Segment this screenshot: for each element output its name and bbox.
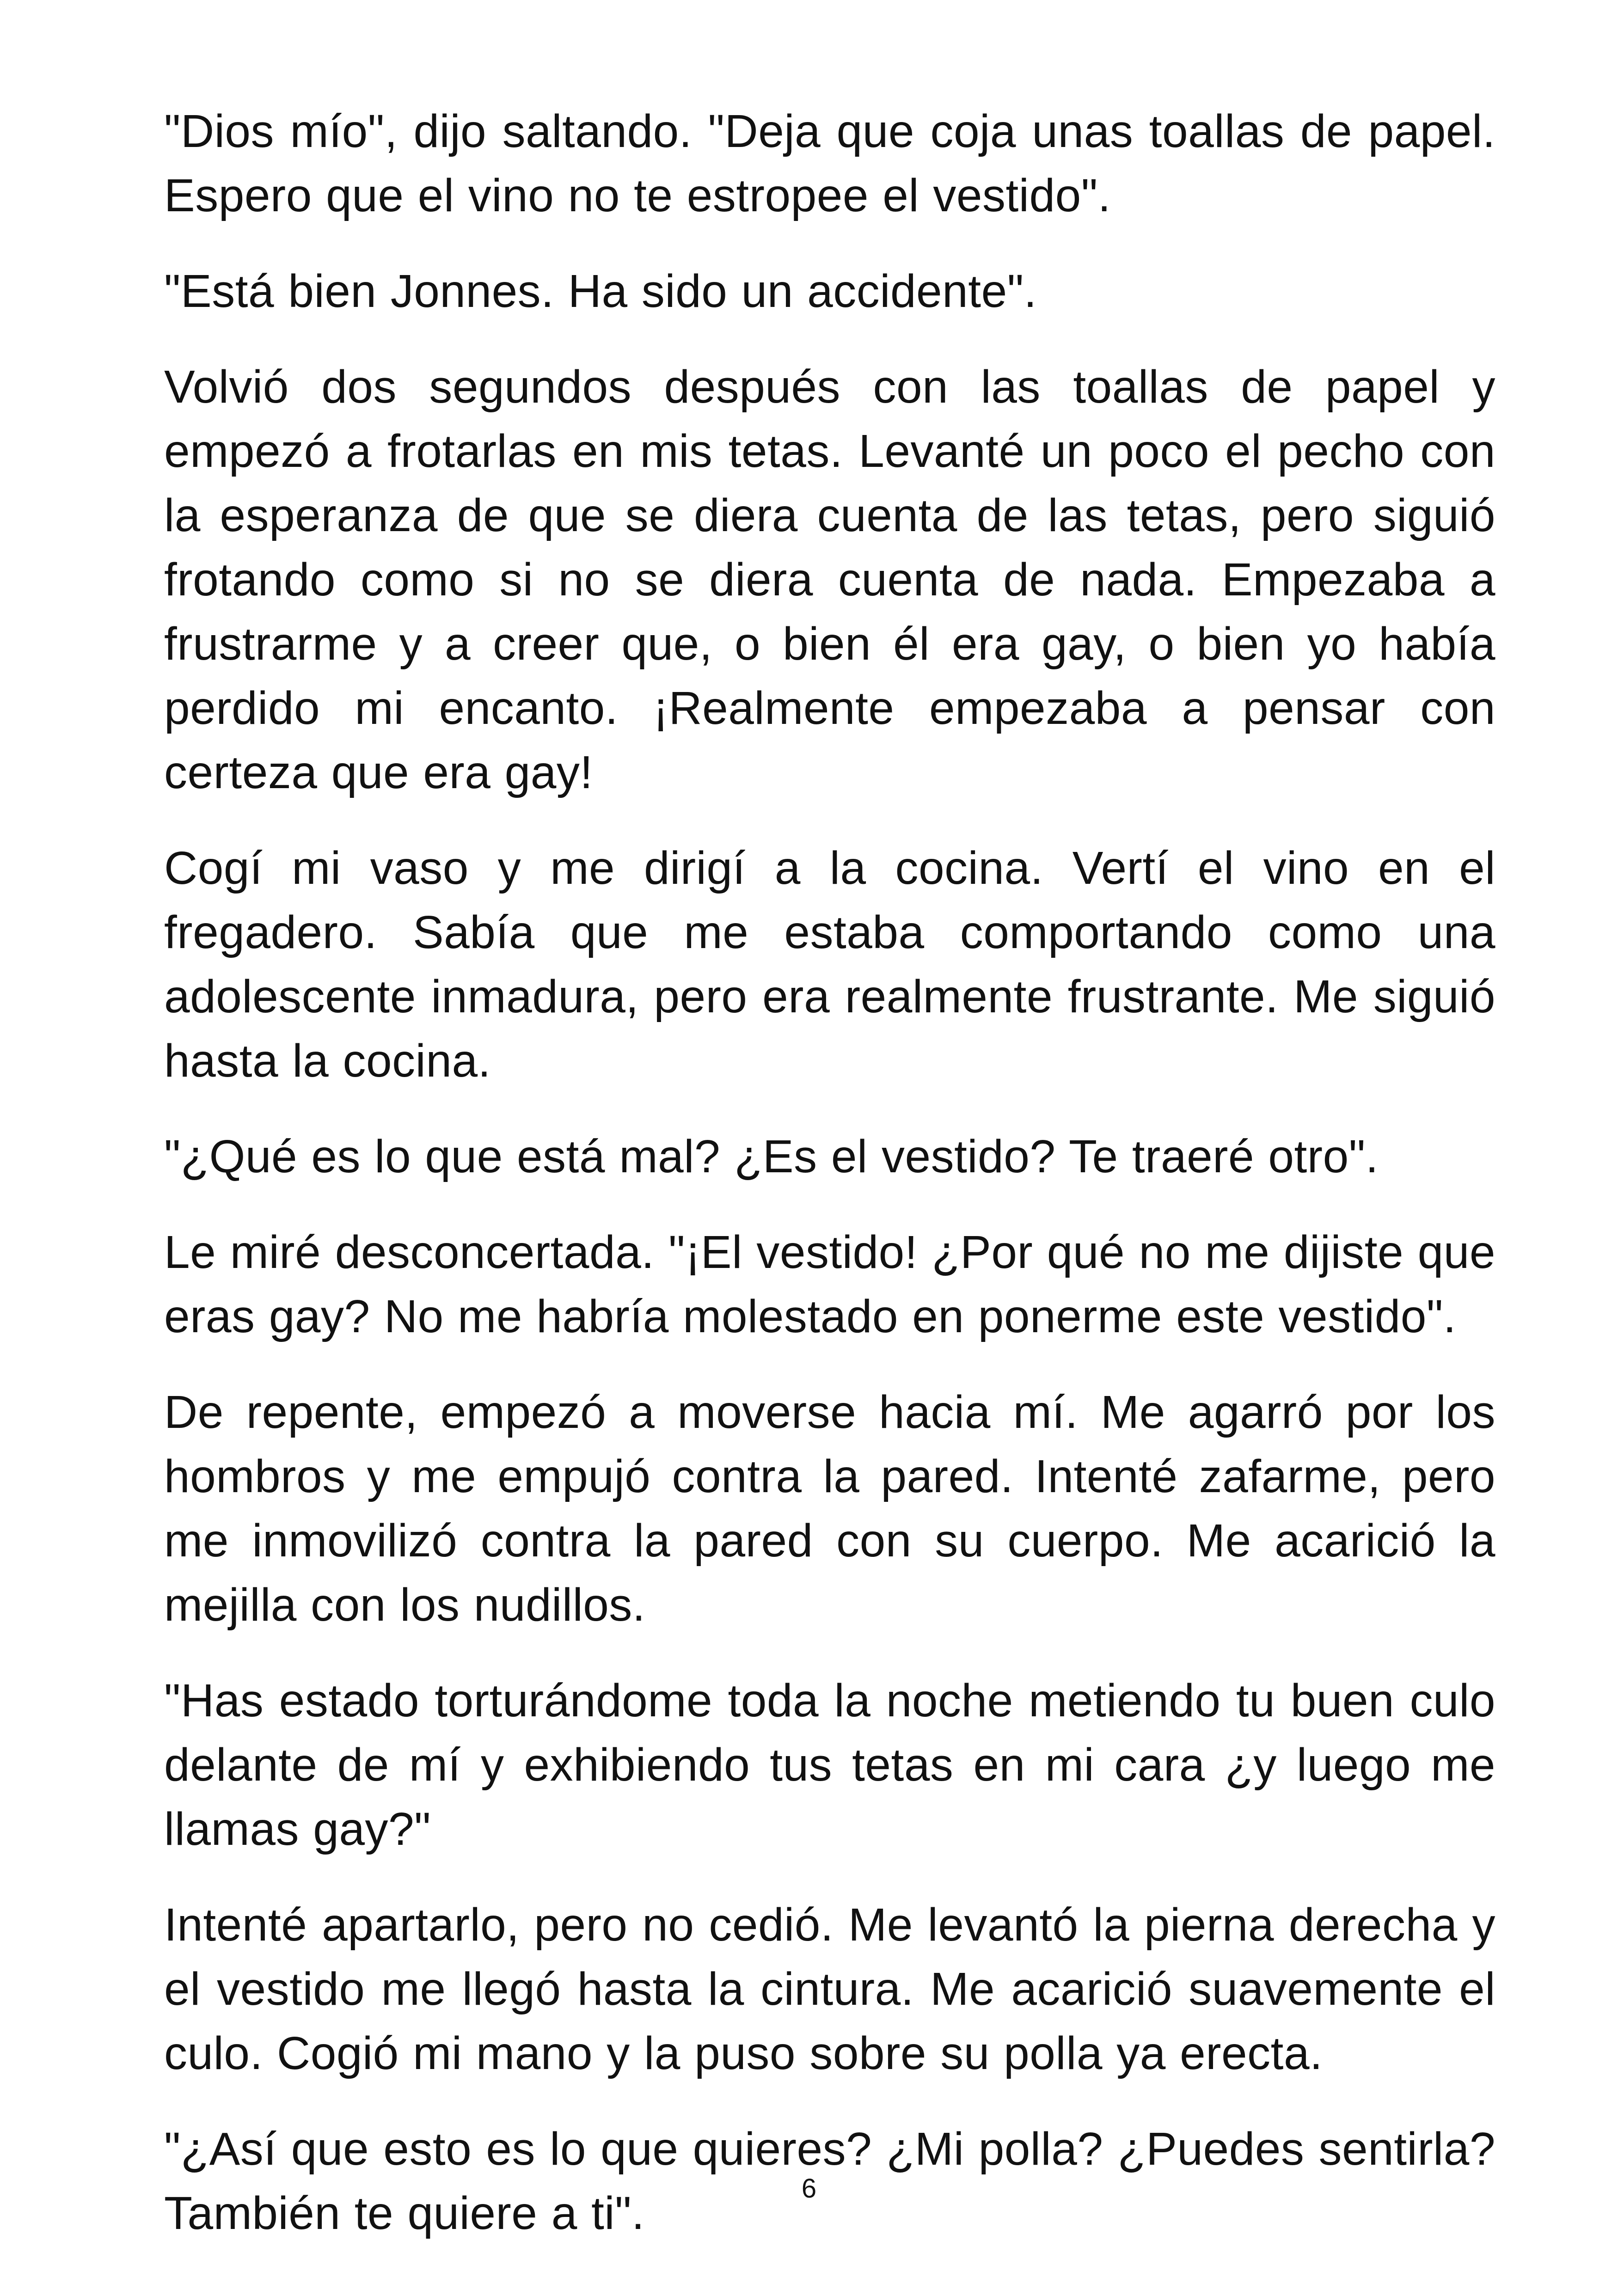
paragraph: De repente, empezó a moverse hacia mí. Me agarró por los hombros y me empujó contra la pared. Intenté zafarme, pero me inmovilizó contra la pared con su cuerpo. Me acarició la mejilla con los nudillos. (164, 1386, 1495, 1631)
paragraph: Volvió dos segundos después con las toallas de papel y empezó a frotarlas en mis tetas. Levanté un poco el pecho con la esperanza de que se diera cuenta de las tetas, pero siguió frotando como si no se diera cuenta de nada. Empezaba a frustrarme y a creer que, o bien él era gay, o bien yo había perdido mi encanto. ¡Realmente empezaba a pensar con certeza que era gay! (164, 361, 1495, 798)
paragraph: "Dios mío", dijo saltando. "Deja que coja unas toallas de papel. Espero que el vino no te estropee el vestido". (164, 105, 1495, 221)
paragraph: "Has estado torturándome toda la noche metiendo tu buen culo delante de mí y exhibiendo tus tetas en mi cara ¿y luego me llamas gay?" (164, 1675, 1495, 1855)
paragraph: "Está bien Jonnes. Ha sido un accidente". (164, 265, 1037, 317)
page-number: 6 (801, 2174, 817, 2204)
paragraph: Le miré desconcertada. "¡El vestido! ¿Por qué no me dijiste que eras gay? No me habría molestado en ponerme este vestido". (164, 1226, 1495, 1342)
paragraph: "¿Así que esto es lo que quieres? ¿Mi polla? ¿Puedes sentirla? También te quiere a ti". (164, 2123, 1495, 2239)
paragraph: Intenté apartarlo, pero no cedió. Me levantó la pierna derecha y el vestido me llegó hasta la cintura. Me acarició suavemente el culo. Cogió mi mano y la puso sobre su polla ya erecta. (164, 1899, 1495, 2079)
paragraph: "¿Qué es lo que está mal? ¿Es el vestido? Te traeré otro". (164, 1131, 1379, 1182)
paragraph: Cogí mi vaso y me dirigí a la cocina. Vertí el vino en el fregadero. Sabía que me estaba comportando como una adolescente inmadura, pero era realmente frustrante. Me siguió hasta la cocina. (164, 842, 1495, 1087)
body-text (164, 99, 1495, 2277)
